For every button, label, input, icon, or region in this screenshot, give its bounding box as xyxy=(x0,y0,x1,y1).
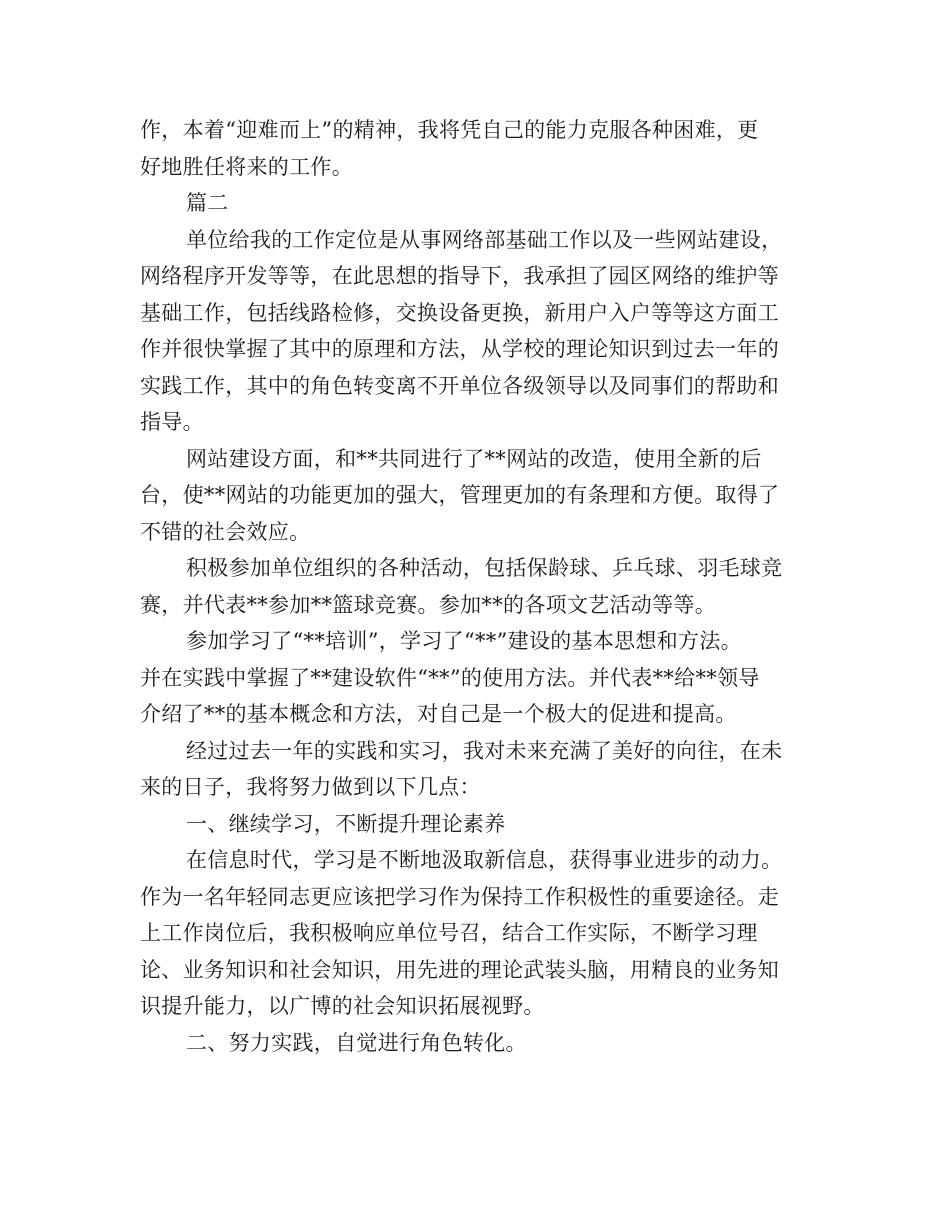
document-body xyxy=(140,112,800,1061)
text-line: 网站建设方面，和**共同进行了**网站的改造，使用全新的后 xyxy=(186,446,762,471)
text-line: 二、努力实践，自觉进行角色转化。 xyxy=(186,1030,527,1055)
text-line: 基础工作，包括线路检修，交换设备更换，新用户入户等等这方面工 xyxy=(140,300,779,325)
text-line: 上工作岗位后，我积极响应单位号召，结合工作实际，不断学习理 xyxy=(140,921,758,945)
text-line: 实践工作，其中的角色转变离不开单位各级领导以及同事们的帮助和 xyxy=(140,373,779,398)
text-line: 指导。 xyxy=(140,410,204,434)
text-line: 不错的社会效应。 xyxy=(140,519,311,544)
text-line: 并在实践中掌握了**建设软件“**”的使用方法。并代表**给**领导 xyxy=(140,665,760,690)
text-line: 单位给我的工作定位是从事网络部基础工作以及一些网站建设， xyxy=(186,227,783,252)
text-line: 参加学习了“**培训”，学习了“**”建设的基本思想和方法。 xyxy=(186,629,742,653)
text-line: 论、业务知识和社会知识，用先进的理论武装头脑，用精良的业务知 xyxy=(140,957,779,982)
text-line: 来的日子，我将努力做到以下几点： xyxy=(140,775,481,799)
text-line: 台，使**网站的功能更加的强大，管理更加的有条理和方便。取得了 xyxy=(140,483,780,507)
text-line: 经过过去一年的实践和实习，我对未来充满了美好的向往，在未 xyxy=(186,738,783,763)
text-line: 在信息时代，学习是不断地汲取新信息，获得事业进步的动力。 xyxy=(186,848,783,872)
text-line: 介绍了**的基本概念和方法，对自己是一个极大的促进和提高。 xyxy=(140,702,737,726)
text-line: 作为一名年轻同志更应该把学习作为保持工作积极性的重要途径。走 xyxy=(140,884,779,909)
text-line: 篇二 xyxy=(186,191,229,215)
text-line: 赛，并代表**参加**篮球竞赛。参加**的各项文艺活动等等。 xyxy=(140,592,716,617)
text-line: 网络程序开发等等，在此思想的指导下，我承担了园区网络的维护等 xyxy=(140,264,779,288)
text-line: 作并很快掌握了其中的原理和方法，从学校的理论知识到过去一年的 xyxy=(140,337,779,361)
text-line: 识提升能力，以广博的社会知识拓展视野。 xyxy=(140,994,545,1018)
text-line: 积极参加单位组织的各种活动，包括保龄球、乒乓球、羽毛球竞 xyxy=(186,556,783,580)
text-line: 一、继续学习，不断提升理论素养 xyxy=(186,811,506,836)
text-line: 作，本着“迎难而上”的精神，我将凭自己的能力克服各种困难，更 xyxy=(140,118,759,142)
text-line: 好地胜任将来的工作。 xyxy=(140,154,353,179)
